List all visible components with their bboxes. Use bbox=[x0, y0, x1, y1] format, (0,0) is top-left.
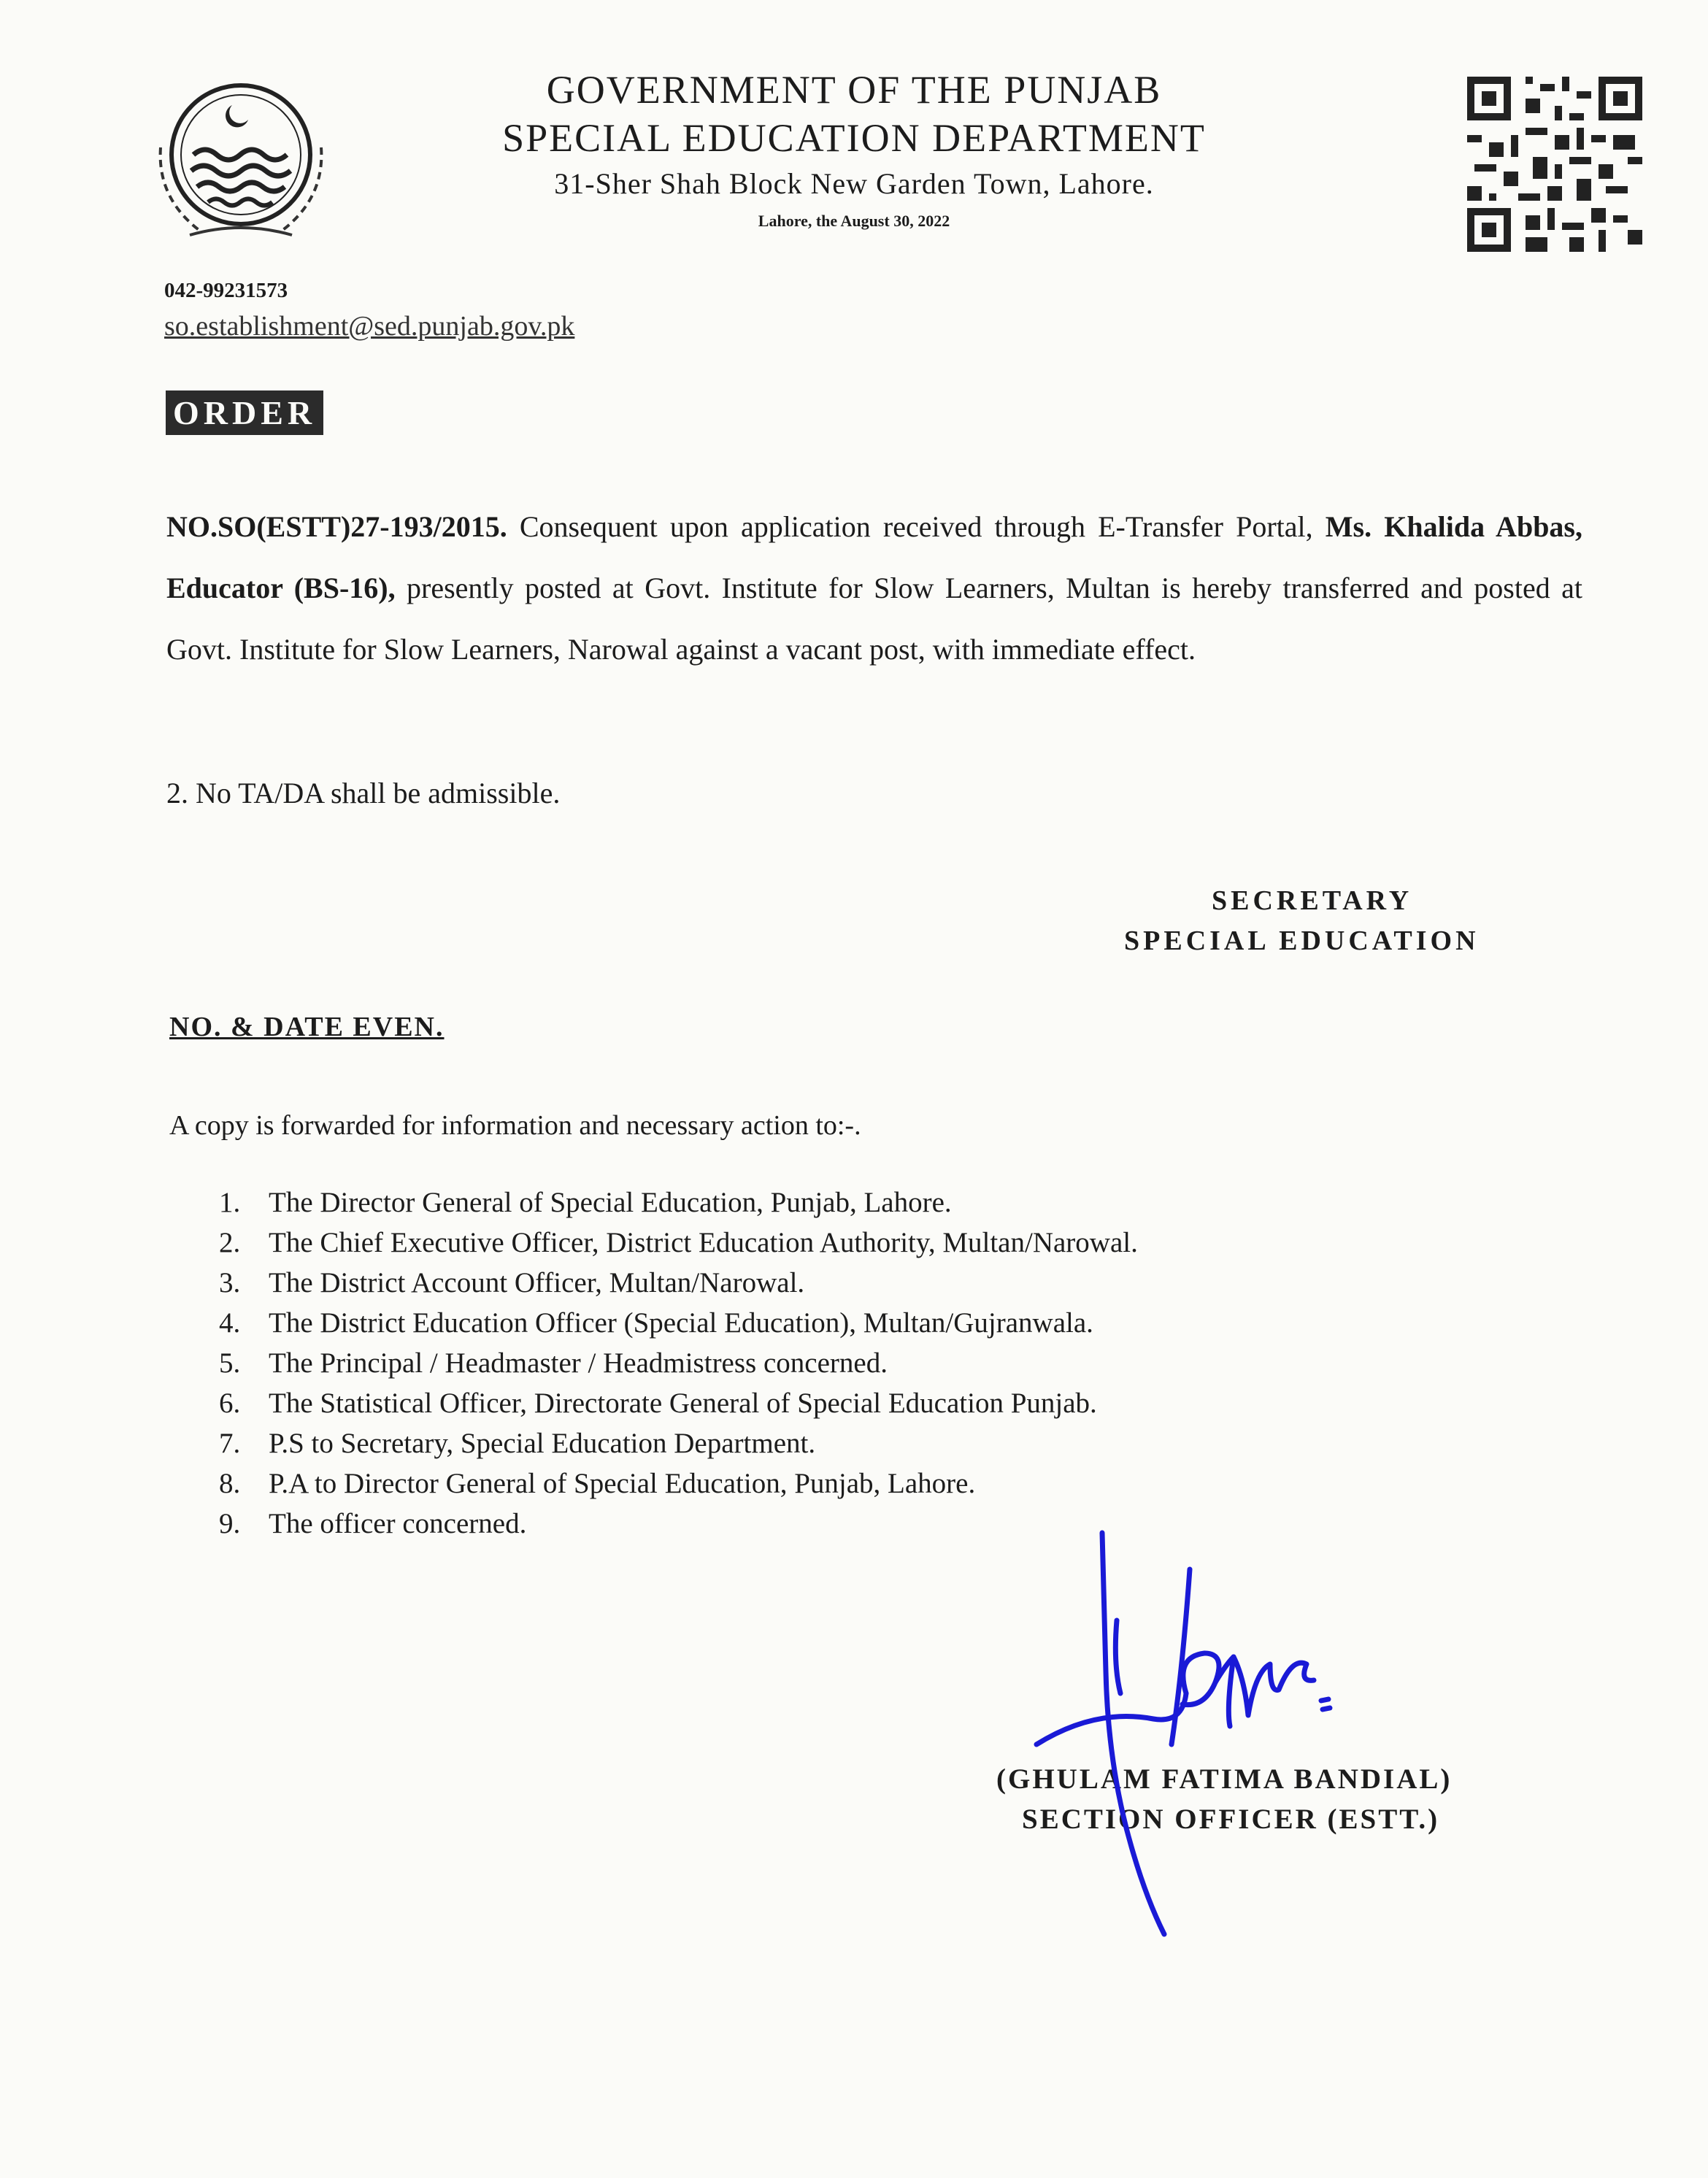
list-item-text: P.A to Director General of Special Education, Punjab, Lahore. bbox=[269, 1468, 976, 1499]
order-text-part1: Consequent upon application received through E-Transfer Portal, bbox=[507, 510, 1326, 543]
list-item-number: 2. bbox=[219, 1227, 241, 1258]
list-item-text: P.S to Secretary, Special Education Department. bbox=[269, 1428, 816, 1459]
list-item-number: 7. bbox=[219, 1428, 241, 1459]
secretary-department: SPECIAL EDUCATION bbox=[1124, 926, 1480, 956]
contact-phone: 042-99231573 bbox=[164, 279, 288, 302]
list-item bbox=[219, 1423, 1138, 1463]
signatory-name: (GHULAM FATIMA BANDIAL) bbox=[996, 1763, 1453, 1795]
employee-name: Ms. Khalida Abbas, Educator (BS-16), bbox=[166, 510, 1582, 604]
list-item bbox=[219, 1383, 1138, 1423]
list-item-text: The District Education Officer (Special Education), Multan/Gujranwala. bbox=[269, 1307, 1093, 1339]
letter-date: Lahore, the August 30, 2022 bbox=[758, 212, 950, 230]
list-item bbox=[219, 1182, 1138, 1223]
list-item-number: 8. bbox=[219, 1468, 241, 1499]
endorsement-heading: NO. & DATE EVEN. bbox=[169, 1012, 445, 1042]
list-item-text: The District Account Officer, Multan/Narowal. bbox=[269, 1267, 805, 1298]
contact-email: so.establishment@sed.punjab.gov.pk bbox=[164, 311, 575, 342]
secretary-title: SECRETARY bbox=[1212, 885, 1413, 916]
department-header-line1: GOVERNMENT OF THE PUNJAB bbox=[546, 68, 1162, 112]
department-header-line2: SPECIAL EDUCATION DEPARTMENT bbox=[502, 116, 1206, 160]
list-item bbox=[219, 1463, 1138, 1504]
list-item bbox=[219, 1263, 1138, 1303]
signature-icon bbox=[1007, 1525, 1358, 1949]
list-item-number: 9. bbox=[219, 1508, 241, 1539]
order-text-part2: presently posted at Govt. Institute for Slow Learners, Multan is hereby transferred and posted at Govt. Institute for Slow Learners, Narowal against a vacant post, with immediate effect. bbox=[166, 572, 1582, 666]
order-heading: ORDER bbox=[166, 390, 323, 435]
list-item bbox=[219, 1303, 1138, 1343]
list-item-text: The Statistical Officer, Directorate General of Special Education Punjab. bbox=[269, 1388, 1097, 1419]
order-paragraph-2: 2. No TA/DA shall be admissible. bbox=[166, 777, 561, 809]
distribution-list bbox=[219, 1182, 1138, 1544]
endorsement-intro: A copy is forwarded for information and necessary action to:-. bbox=[169, 1110, 861, 1141]
list-item-number: 1. bbox=[219, 1187, 241, 1218]
list-item bbox=[219, 1343, 1138, 1383]
list-item-text: The officer concerned. bbox=[269, 1508, 527, 1539]
list-item-text: The Principal / Headmaster / Headmistress concerned. bbox=[269, 1347, 888, 1379]
list-item-text: The Chief Executive Officer, District Education Authority, Multan/Narowal. bbox=[269, 1227, 1138, 1258]
list-item-number: 3. bbox=[219, 1267, 241, 1298]
list-item bbox=[219, 1504, 1138, 1544]
signatory-designation: SECTION OFFICER (ESTT.) bbox=[1022, 1804, 1440, 1835]
list-item-text: The Director General of Special Education, Punjab, Lahore. bbox=[269, 1187, 952, 1218]
list-item-number: 6. bbox=[219, 1388, 241, 1419]
list-item bbox=[219, 1223, 1138, 1263]
order-paragraph bbox=[166, 496, 1582, 680]
list-item-number: 4. bbox=[219, 1307, 241, 1339]
department-address: 31-Sher Shah Block New Garden Town, Lahore. bbox=[554, 167, 1154, 200]
list-item-number: 5. bbox=[219, 1347, 241, 1379]
reference-number: NO.SO(ESTT)27-193/2015. bbox=[166, 510, 507, 543]
